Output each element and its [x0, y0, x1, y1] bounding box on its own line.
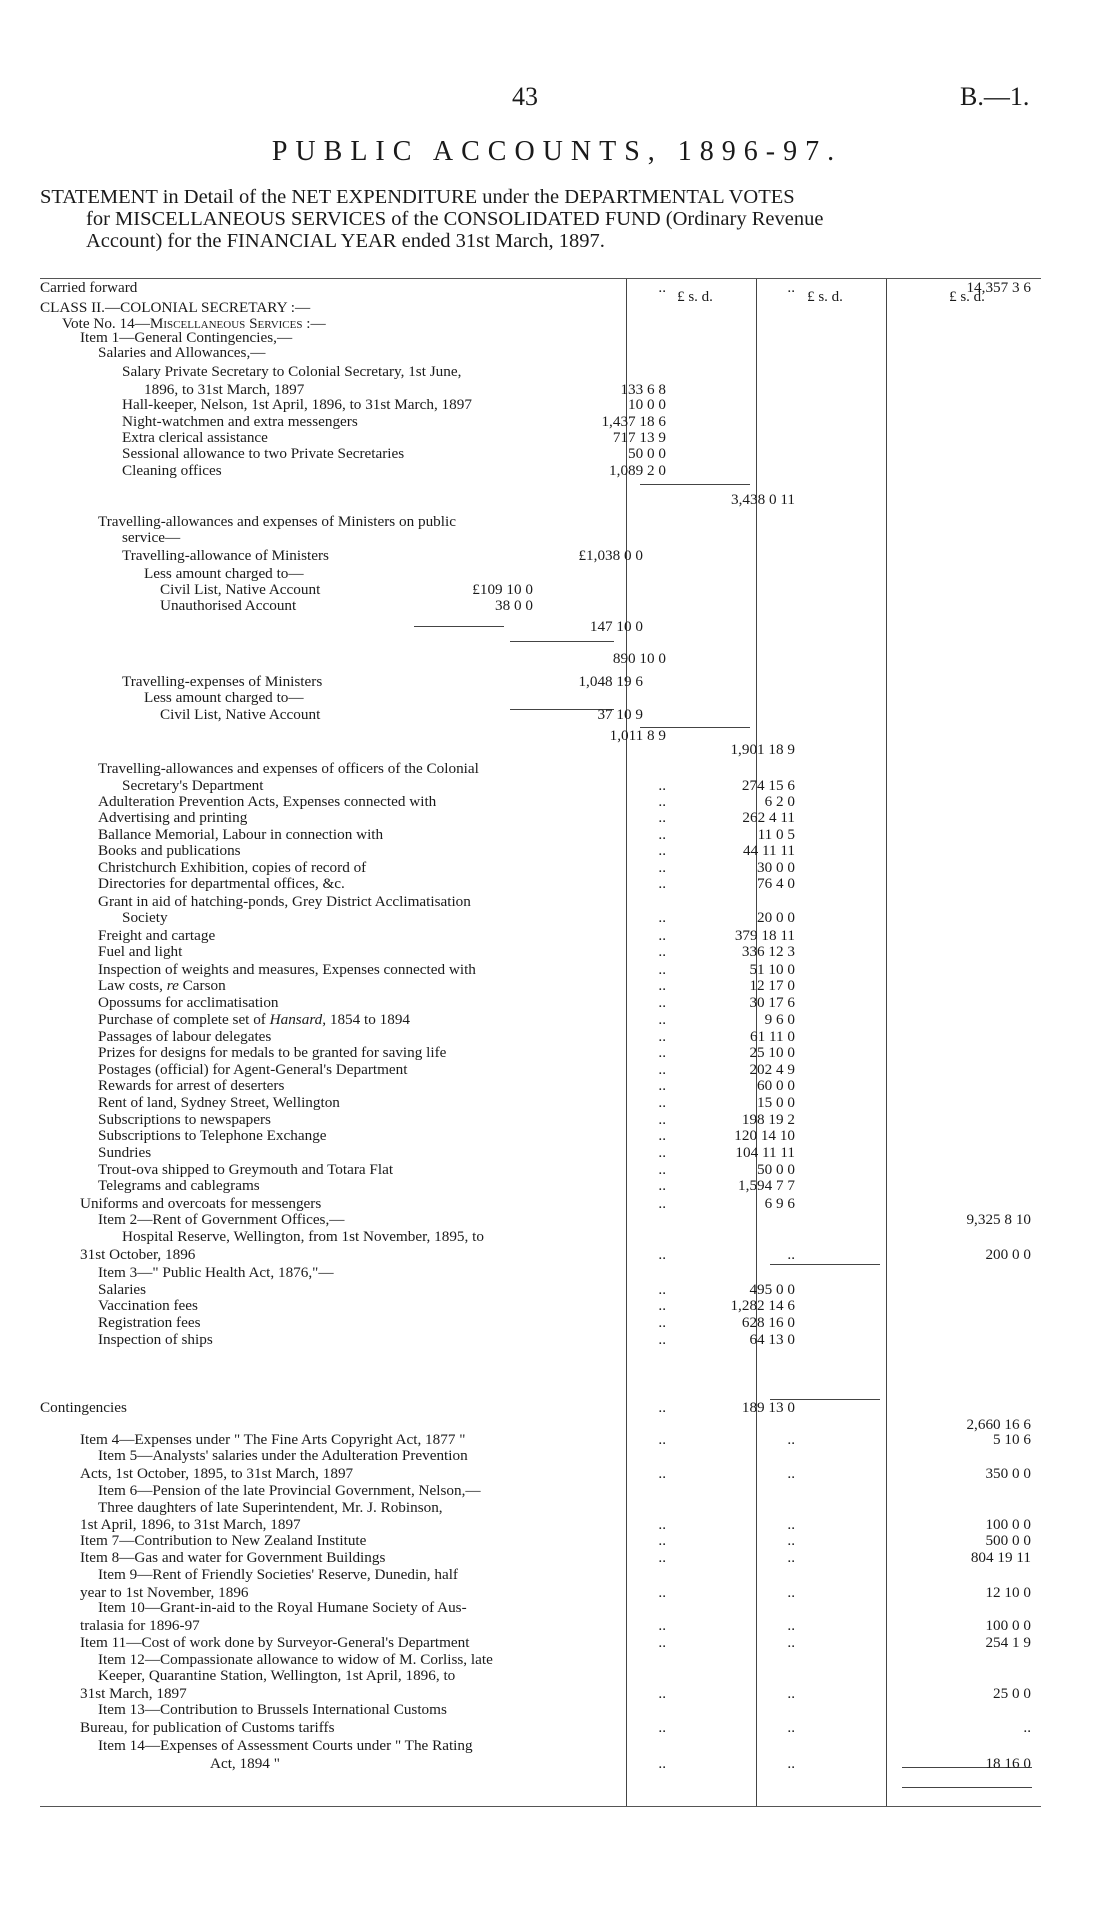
amount-col-1: ..: [658, 1044, 666, 1061]
amount-col-1: ..: [658, 1755, 666, 1772]
amount-col-2: 20 0 0: [757, 909, 795, 926]
row-description: Unauthorised Account: [160, 597, 297, 614]
table-row: [40, 1331, 1041, 1349]
amount-col-1: 717 13 9: [612, 429, 666, 446]
row-description: Subscriptions to Telephone Exchange: [98, 1127, 327, 1144]
amount-col-3: 14,357 3 6: [966, 279, 1031, 296]
row-description: Fuel and light: [98, 943, 183, 960]
row-description: Vote No. 14—Miscellaneous Services :—: [62, 315, 326, 332]
row-description: Cleaning offices: [122, 462, 222, 479]
amount-col-1: ..: [658, 1144, 666, 1161]
amount-col-1: ..: [658, 1297, 666, 1314]
row-description: tralasia for 1896-97: [80, 1617, 200, 1634]
amount-col-1: ..: [658, 943, 666, 960]
sub-amount: 37 10 9: [597, 706, 643, 723]
amount-col-3: 2,660 16 6: [966, 1416, 1031, 1433]
amount-col-3: 25 0 0: [993, 1685, 1031, 1702]
table-row: [40, 1264, 1041, 1282]
row-description: Grant in aid of hatching-ponds, Grey District Acclimatisation: [98, 893, 471, 910]
row-description: Item 14—Expenses of Assessment Courts under " The Rating: [98, 1737, 473, 1754]
row-description: Trout-ova shipped to Greymouth and Totara Flat: [98, 1161, 394, 1178]
row-description: Item 13—Contribution to Brussels International Customs: [98, 1701, 447, 1718]
row-description: 1st April, 1896, to 31st March, 1897: [80, 1516, 301, 1533]
table-row: [40, 706, 1041, 724]
table-row: [40, 597, 1041, 615]
amount-col-2: 189 13 0: [741, 1399, 795, 1416]
amount-col-3: 9,325 8 10: [966, 1211, 1031, 1228]
row-description: Salaries: [98, 1281, 147, 1298]
page-number: 43: [512, 82, 538, 111]
rule-sub-147: [510, 641, 614, 642]
table-row: [40, 741, 1041, 759]
table-row: [40, 943, 1041, 961]
table-row: [40, 809, 1041, 827]
row-description: 31st March, 1897: [80, 1685, 187, 1702]
amount-col-2: ..: [787, 1516, 795, 1533]
row-description: Item 3—" Public Health Act, 1876,"—: [98, 1264, 334, 1281]
amount-col-1: ..: [658, 1281, 666, 1298]
row-description: Purchase of complete set of Hansard, 1854 to 1894: [98, 1011, 411, 1028]
table-row: [40, 1094, 1041, 1112]
col3-header: £ s. d.: [949, 289, 985, 305]
amount-col-1: ..: [658, 1111, 666, 1128]
row-description: Salaries and Allowances,—: [98, 344, 266, 361]
amount-col-2: 198 19 2: [741, 1111, 795, 1128]
amount-col-3: 254 1 9: [985, 1634, 1031, 1651]
amount-col-2: 60 0 0: [757, 1077, 795, 1094]
amount-col-1: ..: [658, 279, 666, 296]
table-row: [40, 760, 1041, 778]
table-row: [40, 1549, 1041, 1567]
row-description: year to 1st November, 1896: [80, 1584, 249, 1601]
amount-col-2: 12 17 0: [749, 977, 795, 994]
table-row: [40, 1297, 1041, 1315]
amount-col-2: 202 4 9: [749, 1061, 795, 1078]
row-description: Inspection of weights and measures, Expenses connected with: [98, 961, 476, 978]
row-description: Night-watchmen and extra messengers: [122, 413, 358, 430]
amount-col-1: ..: [658, 909, 666, 926]
table-row: [40, 491, 1041, 509]
table-row: [40, 875, 1041, 893]
sub-amount: 1,048 19 6: [578, 673, 643, 690]
table-row: [40, 1719, 1041, 1737]
amount-col-3: 200 0 0: [985, 1246, 1031, 1263]
amount-col-2: ..: [787, 1532, 795, 1549]
amount-col-2: 30 0 0: [757, 859, 795, 876]
table-row: [40, 1737, 1041, 1755]
amount-col-2: 9 6 0: [764, 1011, 795, 1028]
amount-col-1: ..: [658, 1584, 666, 1601]
amount-col-3: 350 0 0: [985, 1465, 1031, 1482]
table-row: [40, 344, 1041, 362]
amount-col-1: ..: [658, 1549, 666, 1566]
amount-col-1: ..: [658, 1617, 666, 1634]
page-code: B.—1.: [960, 82, 1030, 111]
amount-col-2: 3,438 0 11: [731, 491, 795, 508]
amount-col-3: ..: [1023, 1719, 1031, 1736]
row-description: Less amount charged to—: [144, 565, 304, 582]
row-description: Civil List, Native Account: [160, 706, 321, 723]
row-description: Item 5—Analysts' salaries under the Adulteration Prevention: [98, 1447, 468, 1464]
amount-col-2: 61 11 0: [750, 1028, 795, 1045]
row-description: Uniforms and overcoats for messengers: [80, 1195, 322, 1212]
row-description: 31st October, 1896: [80, 1246, 196, 1263]
table-row: [40, 1127, 1041, 1145]
table-row: [40, 1077, 1041, 1095]
amount-col-2: 104 11 11: [735, 1144, 795, 1161]
table-row: [40, 1667, 1041, 1685]
table-row: [40, 909, 1041, 927]
amount-col-2: 274 15 6: [741, 777, 795, 794]
amount-col-3: 5 10 6: [993, 1431, 1031, 1448]
amount-col-2: 30 17 6: [749, 994, 795, 1011]
amount-col-2: ..: [787, 1755, 795, 1772]
row-description: Society: [122, 909, 168, 926]
row-description: Contingencies: [40, 1399, 127, 1416]
row-description: 1896, to 31st March, 1897: [144, 381, 305, 398]
statement-line-2: for MISCELLANEOUS SERVICES of the CONSOLIDATED FUND (Ordinary Revenue: [86, 208, 824, 230]
table-row: [40, 650, 1041, 668]
row-description: CLASS II.—COLONIAL SECRETARY :—: [40, 299, 311, 316]
sub-amount-inner: 38 0 0: [495, 597, 533, 614]
page-title: PUBLIC ACCOUNTS, 1896-97.: [271, 136, 843, 167]
table-row: [40, 1447, 1041, 1465]
row-description: Item 11—Cost of work done by Surveyor-General's Department: [80, 1634, 470, 1651]
row-description: Freight and cartage: [98, 927, 216, 944]
amount-col-2: ..: [787, 1431, 795, 1448]
amount-col-1: ..: [658, 1532, 666, 1549]
amount-col-2: ..: [787, 1549, 795, 1566]
amount-col-1: ..: [658, 859, 666, 876]
amount-col-2: 628 16 0: [741, 1314, 795, 1331]
amount-col-2: 6 9 6: [764, 1195, 795, 1212]
amount-col-1: ..: [658, 994, 666, 1011]
amount-col-2: 11 0 5: [757, 826, 795, 843]
statement-line-1: STATEMENT in Detail of the NET EXPENDITURE under the DEPARTMENTAL VOTES: [40, 186, 795, 208]
amount-col-1: ..: [658, 875, 666, 892]
row-description: Item 9—Rent of Friendly Societies' Reserve, Dunedin, half: [98, 1566, 458, 1583]
row-description: Item 10—Grant-in-aid to the Royal Humane Society of Aus-: [98, 1599, 467, 1616]
table-row: [40, 1211, 1041, 1229]
row-description: Bureau, for publication of Customs tariffs: [80, 1719, 335, 1736]
amount-col-1: 890 10 0: [612, 650, 666, 667]
statement-heading: [40, 186, 1040, 252]
table-row: [40, 1755, 1041, 1773]
table-row: [40, 1399, 1041, 1417]
amount-col-2: ..: [787, 1465, 795, 1482]
table-row: [40, 1617, 1041, 1635]
amount-col-1: ..: [658, 1314, 666, 1331]
amount-col-1: ..: [658, 826, 666, 843]
table-row: [40, 1701, 1041, 1719]
table-row: [40, 1228, 1041, 1246]
amount-col-1: 10 0 0: [628, 396, 666, 413]
sub-amount: 147 10 0: [589, 618, 643, 635]
amount-col-1: ..: [658, 1094, 666, 1111]
amount-col-1: 1,011 8 9: [609, 727, 666, 744]
row-description: Registration fees: [98, 1314, 201, 1331]
amount-col-2: 1,282 14 6: [730, 1297, 795, 1314]
amount-col-2: ..: [787, 1719, 795, 1736]
amount-col-3: 18 16 0: [985, 1755, 1031, 1772]
table-row: [40, 279, 1041, 297]
amount-col-2: 15 0 0: [757, 1094, 795, 1111]
table-row: [40, 842, 1041, 860]
amount-col-1: ..: [658, 1431, 666, 1448]
statement-line-3: Account) for the FINANCIAL YEAR ended 31st March, 1897.: [86, 230, 605, 252]
sub-amount-inner: £109 10 0: [472, 581, 533, 598]
col1-header: £ s. d.: [677, 289, 713, 305]
amount-col-2: ..: [787, 1685, 795, 1702]
table-row: [40, 977, 1041, 995]
row-description: Sessional allowance to two Private Secretaries: [122, 445, 405, 462]
amount-col-2: 6 2 0: [764, 793, 795, 810]
table-row: [40, 618, 1041, 636]
row-description: Rewards for arrest of deserters: [98, 1077, 285, 1094]
row-description: Item 4—Expenses under " The Fine Arts Copyright Act, 1877 ": [80, 1431, 466, 1448]
amount-col-1: 50 0 0: [628, 445, 666, 462]
amount-col-2: 25 10 0: [749, 1044, 795, 1061]
amount-col-2: ..: [787, 1246, 795, 1263]
row-description: Three daughters of late Superintendent, Mr. J. Robinson,: [98, 1499, 443, 1516]
row-description: Travelling-allowances and expenses of officers of the Colonial: [98, 760, 479, 777]
amount-col-3: 100 0 0: [985, 1516, 1031, 1533]
amount-col-1: ..: [658, 927, 666, 944]
amount-col-1: 133 6 8: [620, 381, 666, 398]
amount-col-2: 51 10 0: [749, 961, 795, 978]
row-description: Books and publications: [98, 842, 241, 859]
row-description: Keeper, Quarantine Station, Wellington, 1st April, 1896, to: [98, 1667, 456, 1684]
row-description: Passages of labour delegates: [98, 1028, 272, 1045]
table-row: [40, 1177, 1041, 1195]
row-description: service—: [122, 529, 181, 546]
row-description: Hall-keeper, Nelson, 1st April, 1896, to 31st March, 1897: [122, 396, 472, 413]
row-description: Less amount charged to—: [144, 689, 304, 706]
row-description: Telegrams and cablegrams: [98, 1177, 260, 1194]
row-description: Civil List, Native Account: [160, 581, 321, 598]
expenditure-table: [40, 278, 1041, 1807]
table-row: [40, 363, 1041, 381]
amount-col-1: ..: [658, 809, 666, 826]
amount-col-1: 1,437 18 6: [601, 413, 666, 430]
table-row: [40, 1465, 1041, 1483]
amount-col-2: 262 4 11: [742, 809, 795, 826]
amount-col-1: ..: [658, 1011, 666, 1028]
amount-col-1: ..: [658, 961, 666, 978]
row-description: Directories for departmental offices, &c.: [98, 875, 345, 892]
row-description: Opossums for acclimatisation: [98, 994, 279, 1011]
amount-col-1: 1,089 2 0: [609, 462, 666, 479]
amount-col-1: ..: [658, 977, 666, 994]
row-description: Item 7—Contribution to New Zealand Institute: [80, 1532, 367, 1549]
amount-col-1: ..: [658, 1195, 666, 1212]
table-row: [40, 994, 1041, 1012]
amount-col-2: 50 0 0: [757, 1161, 795, 1178]
row-description: Prizes for designs for medals to be granted for saving life: [98, 1044, 447, 1061]
amount-col-1: ..: [658, 842, 666, 859]
table-row: [40, 689, 1041, 707]
sub-amount: £1,038 0 0: [578, 547, 643, 564]
row-description: Inspection of ships: [98, 1331, 213, 1348]
table-row: [40, 1499, 1041, 1517]
amount-col-2: 44 11 11: [742, 842, 795, 859]
table-row: [40, 529, 1041, 547]
row-description: Item 8—Gas and water for Government Buildings: [80, 1549, 386, 1566]
amount-col-1: ..: [658, 1246, 666, 1263]
amount-col-1: ..: [658, 1516, 666, 1533]
amount-col-2: 1,901 18 9: [730, 741, 795, 758]
amount-col-1: ..: [658, 1399, 666, 1416]
row-description: Travelling-expenses of Ministers: [122, 673, 323, 690]
amount-col-2: 379 18 11: [734, 927, 795, 944]
amount-col-1: ..: [658, 1127, 666, 1144]
amount-col-1: ..: [658, 1634, 666, 1651]
row-description: Sundries: [98, 1144, 152, 1161]
amount-col-2: ..: [787, 1634, 795, 1651]
row-description: Rent of land, Sydney Street, Wellington: [98, 1094, 340, 1111]
table-row: [40, 547, 1041, 565]
amount-col-2: 120 14 10: [734, 1127, 795, 1144]
table-row: [40, 445, 1041, 463]
row-description: Item 12—Compassionate allowance to widow of M. Corliss, late: [98, 1651, 493, 1668]
row-description: Acts, 1st October, 1895, to 31st March, 1897: [80, 1465, 354, 1482]
row-description: Adulteration Prevention Acts, Expenses connected with: [98, 793, 437, 810]
amount-col-2: 1,594 7 7: [738, 1177, 795, 1194]
amount-col-1: ..: [658, 1685, 666, 1702]
amount-col-1: ..: [658, 1719, 666, 1736]
amount-col-2: ..: [787, 1617, 795, 1634]
row-description: Salary Private Secretary to Colonial Secretary, 1st June,: [122, 363, 462, 380]
row-description: Christchurch Exhibition, copies of record of: [98, 859, 367, 876]
table-row: [40, 462, 1041, 480]
row-description: Item 6—Pension of the late Provincial Government, Nelson,—: [98, 1482, 481, 1499]
table-row: [40, 1566, 1041, 1584]
row-description: Advertising and printing: [98, 809, 248, 826]
amount-col-2: ..: [787, 1584, 795, 1601]
row-description: Postages (official) for Agent-General's Department: [98, 1061, 408, 1078]
table-row: [40, 1634, 1041, 1652]
amount-col-2: ..: [787, 279, 795, 296]
rule-col1-salaries: [640, 484, 750, 485]
amount-col-1: ..: [658, 1331, 666, 1348]
row-description: Item 1—General Contingencies,—: [80, 329, 293, 346]
row-description: Travelling-allowances and expenses of Ministers on public: [98, 513, 456, 530]
row-description: Secretary's Department: [122, 777, 264, 794]
amount-col-1: ..: [658, 1077, 666, 1094]
amount-col-1: ..: [658, 1028, 666, 1045]
table-row: [40, 1246, 1041, 1264]
amount-col-1: ..: [658, 1161, 666, 1178]
amount-col-2: 336 12 3: [741, 943, 795, 960]
table-row: [40, 1011, 1041, 1029]
row-description: Hospital Reserve, Wellington, from 1st November, 1895, to: [122, 1228, 484, 1245]
row-description: Ballance Memorial, Labour in connection with: [98, 826, 384, 843]
rule-col3-total-2: [902, 1787, 1032, 1788]
col2-header: £ s. d.: [807, 289, 843, 305]
table-row: [40, 1532, 1041, 1550]
amount-col-1: ..: [658, 1177, 666, 1194]
table-row: [40, 1482, 1041, 1500]
row-description: Subscriptions to newspapers: [98, 1111, 271, 1128]
amount-col-2: 495 0 0: [749, 1281, 795, 1298]
amount-col-1: ..: [658, 1465, 666, 1482]
amount-col-1: ..: [658, 777, 666, 794]
amount-col-2: 64 13 0: [749, 1331, 795, 1348]
row-description: Law costs, re Carson: [98, 977, 226, 994]
amount-col-3: 12 10 0: [985, 1584, 1031, 1601]
table-row: [40, 396, 1041, 414]
table-row: [40, 1599, 1041, 1617]
amount-col-2: 76 4 0: [757, 875, 795, 892]
table-row: [40, 1314, 1041, 1332]
row-description: Act, 1894 ": [210, 1755, 280, 1772]
amount-col-1: ..: [658, 793, 666, 810]
amount-col-3: 100 0 0: [985, 1617, 1031, 1634]
table-row: [40, 1144, 1041, 1162]
row-description: Carried forward: [40, 279, 138, 296]
row-description: Item 2—Rent of Government Offices,—: [98, 1211, 345, 1228]
row-description: Vaccination fees: [98, 1297, 198, 1314]
amount-col-1: ..: [658, 1061, 666, 1078]
amount-col-3: 500 0 0: [985, 1532, 1031, 1549]
table-row: [40, 1044, 1041, 1062]
amount-col-3: 804 19 11: [970, 1549, 1031, 1566]
row-description: Extra clerical assistance: [122, 429, 268, 446]
row-description: Travelling-allowance of Ministers: [122, 547, 329, 564]
